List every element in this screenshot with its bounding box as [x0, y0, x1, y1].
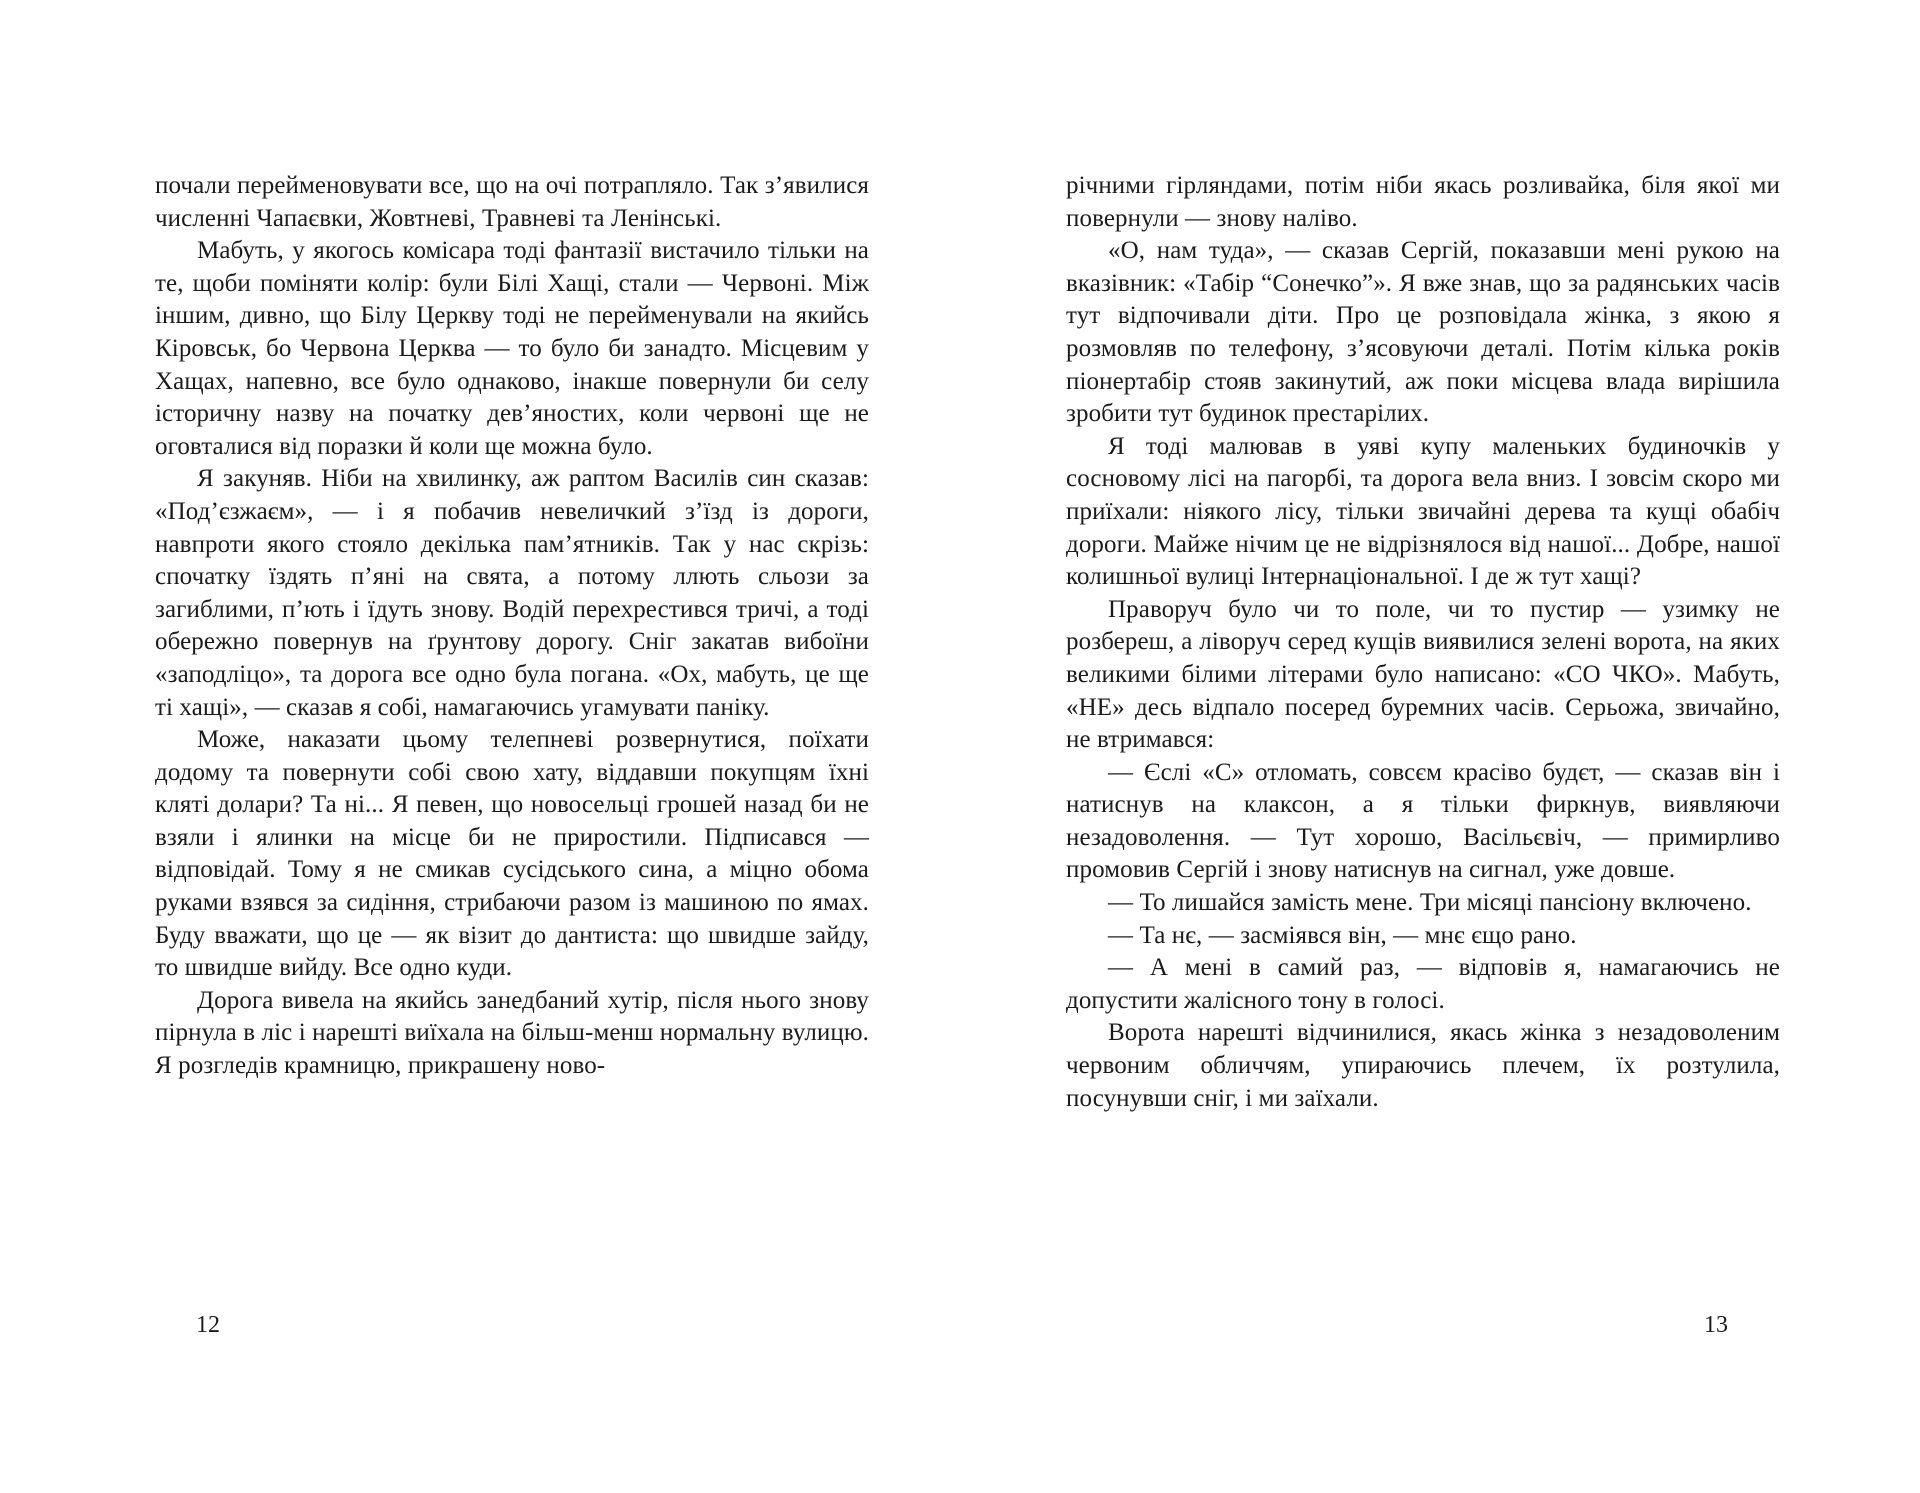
- paragraph: Я тоді малював в уяві купу маленьких будиночків у сосновому лісі на пагорбі, та дорога вела вниз. І зовсім скоро ми приїхали: ніякого лісу, тільки звичайні дерева та кущі обабіч дороги. Майже нічим це не відрізнялося від нашої... Добре, нашої колишньої вулиці Інтернаціональної. І де ж тут хащі?: [1066, 432, 1780, 591]
- paragraph: Праворуч було чи то поле, чи то пустир — узимку не розбереш, а ліворуч серед кущів виявилися зелені ворота, на яких великими білими літерами було написано: «СО ЧКО». Мабуть, «НЕ» десь відпало посеред буремних часів. Серьожа, звичайно, не втримався:: [1066, 595, 1780, 754]
- paragraph: річними гірляндами, потім ніби якась розливайка, біля якої ми повернули — знову наліво.: [1066, 172, 1780, 232]
- paragraph: — А мені в самий раз, — відповів я, намагаючись не допустити жалісного тону в голосі.: [1066, 954, 1780, 1014]
- left-page-text: [155, 170, 869, 1083]
- paragraph: — Та нє, — засміявся він, — мнє єщо рано.: [1108, 921, 1577, 949]
- paragraph: — То лишайся замість мене. Три місяці пансіону включено.: [1108, 889, 1752, 917]
- paragraph: «О, нам туда», — сказав Сергій, показавши мені рукою на вказівник: «Табір “Сонечко”». Я вже знав, що за радянських часів тут відпочивали діти. Про це розповідала жінка, з якою я розмовляв по телефону, з’ясовуючи деталі. Потім кілька років піонертабір стояв закинутий, аж поки місцева влада вирішила зробити тут будинок престарілих.: [1066, 237, 1780, 428]
- paragraph: Я закуняв. Ніби на хвилинку, аж раптом Василів син сказав: «Под’єзжаєм», — і я побачив невеличкий з’їзд із дороги, навпроти якого стояло декілька пам’ятників. Так у нас скрізь: спочатку їздять п’яні на свята, а потому ллють сльози за загиблими, п’ють і їдуть знову. Водій перехрестився тричі, а тоді обережно повернув на ґрунтову дорогу. Сніг закатав вибоїни «заподліцо», та дорога все одно була погана. «Ох, мабуть, це ще ті хащі», — сказав я собі, намагаючись угамувати паніку.: [155, 465, 869, 721]
- paragraph: — Єслі «С» отломать, совсєм красіво будєт, — сказав він і натиснув на клаксон, а я тільки фиркнув, виявляючи незадоволення. — Тут хорошо, Васільєвіч, — примирливо промовив Сергій і знову натиснув на сигнал, уже довше.: [1066, 758, 1780, 884]
- paragraph: Дорога вивела на якийсь занедбаний хутір, після нього знову пірнула в ліс і нарешті виїхала на більш-менш нормальну вулицю. Я розгледів крамницю, прикрашену ново-: [155, 986, 869, 1080]
- paragraph: Мабуть, у якогось комісара тоді фантазії вистачило тільки на те, щоби поміняти колір: були Білі Хащі, стали — Червоні. Між іншим, дивно, що Білу Церкву тоді не перейменували на якийсь Кіровськ, бо Червона Церква — то було би занадто. Місцевим у Хащах, напевно, все було однаково, інакше повернули би селу історичну назву на початку дев’яностих, коли червоні ще не оговталися від поразки й коли ще можна було.: [155, 237, 869, 460]
- right-page-text: [1066, 170, 1780, 1115]
- page-number-right: 13: [1704, 1312, 1728, 1338]
- paragraph: почали перейменовувати все, що на очі потрапляло. Так з’явилися численні Чапаєвки, Жовтневі, Травневі та Ленінські.: [155, 172, 869, 232]
- paragraph: Ворота нарешті відчинилися, якась жінка з незадоволеним червоним обличчям, упираючись плечем, їх розтулила, посунувши сніг, і ми заїхали.: [1066, 1019, 1780, 1112]
- page-number-left: 12: [196, 1312, 220, 1338]
- paragraph: Може, наказати цьому телепневі розвернутися, поїхати додому та повернути собі свою хату, віддавши покупцям їхні кляті долари? Та ні... Я певен, що новосельці грошей назад би не взяли і ялинки на місце би не приростили. Підписався — відповідай. Тому я не смикав сусідського сина, а міцно обома руками взявся за сидіння, стрибаючи разом із машиною по ямах. Буду вважати, що це — як візит до дантиста: що швидше зайду, то швидше вийду. Все одно куди.: [155, 726, 869, 982]
